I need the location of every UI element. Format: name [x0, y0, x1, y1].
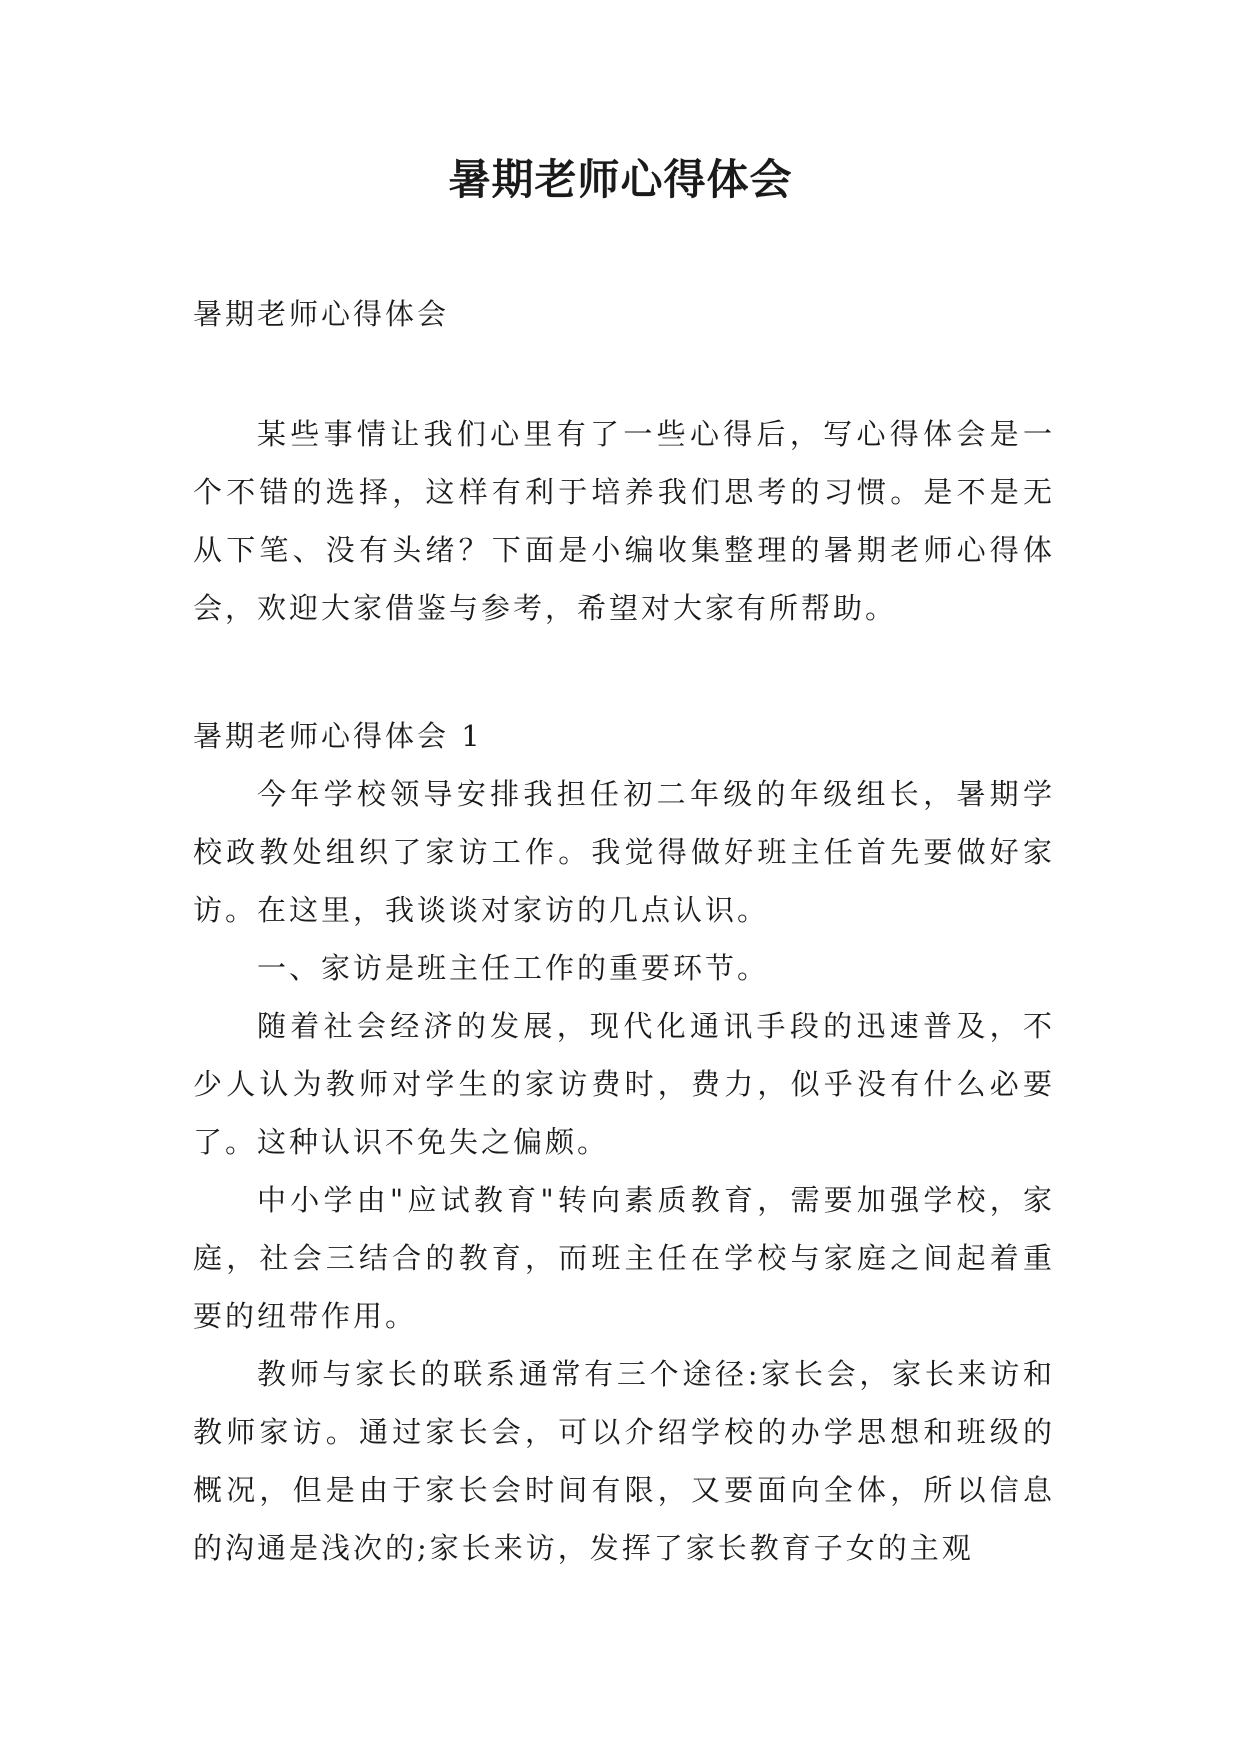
body-paragraph: 今年学校领导安排我担任初二年级的年级组长，暑期学校政教处组织了家访工作。我觉得做好班主任首先要做好家访。在这里，我谈谈对家访的几点认识。 — [193, 777, 1055, 927]
body-paragraph: 随着社会经济的发展，现代化通讯手段的迅速普及，不少人认为教师对学生的家访费时，费力，似乎没有什么必要了。这种认识不免失之偏颇。 — [193, 1009, 1055, 1159]
body-paragraph: 一、家访是班主任工作的重要环节。 — [257, 951, 770, 985]
document-title: 暑期老师心得体会 — [448, 155, 793, 204]
body-paragraph: 中小学由"应试教育"转向素质教育，需要加强学校，家庭，社会三结合的教育，而班主任在学校与家庭之间起着重要的纽带作用。 — [193, 1183, 1055, 1333]
document-subtitle: 暑期老师心得体会 — [193, 297, 450, 331]
body-paragraph: 教师与家长的联系通常有三个途径:家长会，家长来访和教师家访。通过家长会，可以介绍学校的办学思想和班级的概况，但是由于家长会时间有限，又要面向全体，所以信息的沟通是浅次的;家长来访，发挥了家长教育子女的主观 — [193, 1357, 1055, 1565]
document-body — [193, 285, 1055, 1577]
section-heading: 暑期老师心得体会 1 — [193, 719, 483, 753]
intro-paragraph: 某些事情让我们心里有了一些心得后，写心得体会是一个不错的选择，这样有利于培养我们思考的习惯。是不是无从下笔、没有头绪？下面是小编收集整理的暑期老师心得体会，欢迎大家借鉴与参考，希望对大家有所帮助。 — [193, 417, 1055, 625]
